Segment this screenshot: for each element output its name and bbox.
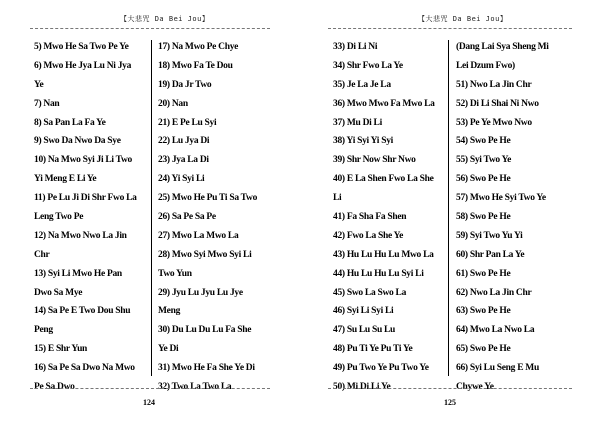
mantra-line: Pe Sa Dwo [34,382,75,393]
mantra-line: 40) E La Shen Fwo La She [333,174,434,185]
mantra-line: Leng Two Pe [34,212,84,223]
mantra-line: 34) Shr Fwo La Ye [333,60,403,71]
mantra-line: 8) Sa Pan La Fa Ye [34,117,106,128]
mantra-line: 29) Jyu Lu Jyu Lu Jye [158,287,243,298]
right-page [300,0,600,424]
mantra-line: 45) Swo La Swo La [333,287,407,298]
mantra-line: Peng [34,325,53,336]
mantra-line: 30) Du Lu Du Lu Fa She [158,325,252,336]
mantra-line: Dwo Sa Mye [34,287,83,298]
mantra-line: 55) Syi Two Ye [456,155,512,166]
mantra-line: 32) Two La Two La [158,382,232,393]
mantra-line: (Dang Lai Sya Sheng Mi [456,42,549,52]
mantra-line: 53) Pe Ye Mwo Nwo [456,117,532,128]
mantra-line: 21) E Pe Lu Syi [158,117,217,128]
mantra-line: Ye Di [158,344,179,355]
mantra-line: 41) Fa Sha Fa Shen [333,212,407,223]
mantra-line: 48) Pu Ti Ye Pu Ti Ye [333,344,413,355]
column-divider [448,40,449,376]
running-header: 【大悲咒 Da Bei Jou】 [418,15,508,23]
mantra-line: 15) E Shr Yun [34,344,88,355]
column-2 [158,38,273,397]
mantra-line: 47) Su Lu Su Lu [333,325,396,336]
mantra-line: 5) Mwo He Sa Two Pe Ye [34,42,129,52]
mantra-line: 39) Shr Now Shr Nwo [333,155,416,166]
mantra-line: 12) Na Mwo Nwo La Jin [34,230,127,241]
mantra-line: 38) Yi Syi Yi Syi [333,136,393,147]
mantra-line: 44) Hu Lu Hu Lu Syi Li [333,268,424,279]
mantra-line: 26) Sa Pe Sa Pe [158,212,216,223]
mantra-line: 50) Mi Di Li Ye [333,382,391,393]
mantra-line: 65) Swo Pe He [456,344,511,355]
footer-divider [30,388,270,389]
mantra-line: Ye [34,79,44,90]
mantra-line: 46) Syi Li Syi Li [333,306,394,317]
mantra-line: Chywe Ye [456,382,494,393]
mantra-line: 10) Na Mwo Syi Ji Li Two [34,155,133,166]
mantra-line: 17) Na Mwo Pe Chye [158,42,239,52]
mantra-line: Meng [158,306,181,317]
mantra-line: 22) Lu Jya Di [158,136,210,147]
mantra-line: 7) Nan [34,98,60,109]
column-2 [456,38,576,397]
mantra-line: Two Yun [158,268,192,279]
mantra-line: 24) Yi Syi Li [158,174,205,185]
mantra-line: 49) Pu Two Ye Pu Two Ye [333,363,429,374]
mantra-line: 23) Jya La Di [158,155,209,166]
mantra-line: 35) Je La Je La [333,79,391,90]
header-divider [30,28,270,29]
mantra-line: 59) Syi Two Yu Yi [456,230,523,241]
mantra-line: 52) Di Li Shai Ni Nwo [456,98,539,109]
mantra-line: 9) Swo Da Nwo Da Sye [34,136,121,147]
footer-divider [328,388,572,389]
mantra-line: 61) Swo Pe He [456,268,511,279]
mantra-line: 11) Pe Lu Ji Di Shr Fwo La [34,193,137,204]
mantra-line: 62) Nwo La Jin Chr [456,287,532,298]
mantra-line: 57) Mwo He Syi Two Ye [456,193,546,204]
mantra-line: Chr [34,249,50,260]
mantra-line: 19) Da Jr Two [158,79,212,90]
mantra-line: 33) Di Li Ni [333,42,378,52]
page-number: 125 [444,398,456,407]
header-divider [328,28,572,29]
mantra-line: 31) Mwo He Fa She Ye Di [158,363,255,374]
mantra-line: 14) Sa Pe E Two Dou Shu [34,306,131,317]
mantra-line: 66) Syi Lu Seng E Mu [456,363,539,374]
mantra-line: 64) Mwo La Nwo La [456,325,535,336]
mantra-line: 56) Swo Pe He [456,174,511,185]
mantra-line: Li [333,193,342,204]
mantra-line: 58) Swo Pe He [456,212,511,223]
mantra-line: 63) Swo Pe He [456,306,511,317]
mantra-line: 18) Mwo Fa Te Dou [158,60,233,71]
mantra-line: 43) Hu Lu Hu Lu Mwo La [333,249,434,260]
mantra-line: 60) Shr Pan La Ye [456,249,525,260]
mantra-line: 37) Mu Di Li [333,117,382,128]
mantra-line: 25) Mwo He Pu Ti Sa Two [158,193,258,204]
running-header: 【大悲咒 Da Bei Jou】 [120,15,210,23]
mantra-line: 16) Sa Pe Sa Dwo Na Mwo [34,363,135,374]
mantra-line: 27) Mwo La Mwo La [158,230,239,241]
mantra-line: 20) Nan [158,98,188,109]
mantra-line: 54) Swo Pe He [456,136,511,147]
column-divider [151,40,152,376]
mantra-line: 6) Mwo He Jya Lu Ni Jya [34,60,132,71]
mantra-line: 51) Nwo La Jin Chr [456,79,532,90]
mantra-line: 42) Fwo La She Ye [333,230,404,241]
mantra-line: 36) Mwo Mwo Fa Mwo La [333,98,435,109]
column-1 [34,38,152,397]
column-1 [333,38,449,397]
mantra-line: Yi Meng E Li Ye [34,174,97,185]
mantra-line: Lei Dzum Fwo) [456,60,515,71]
page-number: 124 [143,398,155,407]
mantra-line: 13) Syi Li Mwo He Pan [34,268,122,279]
mantra-line: 28) Mwo Syi Mwo Syi Li [158,249,252,260]
